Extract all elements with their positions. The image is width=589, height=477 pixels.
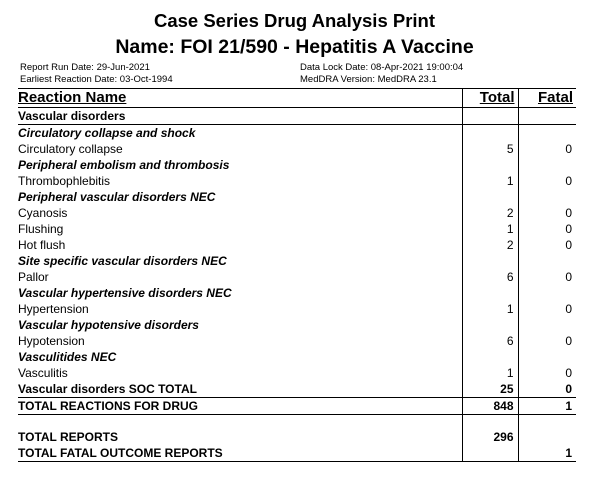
soc-total-value: 25 xyxy=(462,381,518,398)
drug-name-title: Name: FOI 21/590 - Hepatitis A Vaccine xyxy=(115,36,474,58)
reaction-fatal: 0 xyxy=(518,237,576,253)
reaction-fatal: 0 xyxy=(518,205,576,221)
reaction-total: 1 xyxy=(462,365,518,381)
hlt-group-row xyxy=(18,125,576,142)
hlt-group-row xyxy=(18,189,576,205)
hlt-name: Peripheral vascular disorders NEC xyxy=(18,190,216,204)
reaction-name: Vasculitis xyxy=(18,366,68,380)
reaction-total xyxy=(462,349,518,365)
reaction-total: 1 xyxy=(462,173,518,189)
hlt-name: Circulatory collapse and shock xyxy=(18,126,196,140)
total-reactions-label: TOTAL REACTIONS FOR DRUG xyxy=(18,398,462,415)
table-header-row xyxy=(18,89,576,108)
reaction-fatal xyxy=(518,349,576,365)
reaction-row xyxy=(18,141,576,157)
hlt-group-row xyxy=(18,157,576,173)
soc-fatal-value: 0 xyxy=(518,381,576,398)
meddra-version: MedDRA Version: MedDRA 23.1 xyxy=(300,74,437,85)
reaction-total xyxy=(462,157,518,173)
reaction-name: Thrombophlebitis xyxy=(18,174,111,188)
earliest-reaction-date: Earliest Reaction Date: 03-Oct-1994 xyxy=(20,74,173,85)
reaction-name: Hypotension xyxy=(18,334,85,348)
column-header-reaction-name: Reaction Name xyxy=(18,89,462,108)
hlt-name: Peripheral embolism and thrombosis xyxy=(18,158,230,172)
soc-total-row xyxy=(18,381,576,398)
reaction-row xyxy=(18,205,576,221)
reaction-row xyxy=(18,269,576,285)
reaction-total: 1 xyxy=(462,301,518,317)
hlt-name: Vasculitides NEC xyxy=(18,350,117,364)
reaction-fatal xyxy=(518,125,576,142)
total-reports-row xyxy=(18,429,576,445)
reaction-total xyxy=(462,253,518,269)
reaction-name: Pallor xyxy=(18,270,49,284)
reaction-total: 2 xyxy=(462,205,518,221)
soc-total-label: Vascular disorders SOC TOTAL xyxy=(18,381,462,398)
reaction-total: 1 xyxy=(462,221,518,237)
reaction-name: Flushing xyxy=(18,222,64,236)
reaction-row xyxy=(18,237,576,253)
reaction-name: Cyanosis xyxy=(18,206,68,220)
hlt-group-row xyxy=(18,349,576,365)
report-title: Case Series Drug Analysis Print xyxy=(153,10,436,31)
reaction-name: Circulatory collapse xyxy=(18,142,123,156)
table-body xyxy=(18,108,576,382)
column-header-fatal: Fatal xyxy=(518,89,576,108)
total-reactions-fatal: 1 xyxy=(518,398,576,415)
reaction-fatal: 0 xyxy=(518,301,576,317)
reaction-fatal xyxy=(518,285,576,301)
reaction-fatal: 0 xyxy=(518,173,576,189)
reaction-total: 2 xyxy=(462,237,518,253)
hlt-group-row xyxy=(18,317,576,333)
total-fatal-outcome-label: TOTAL FATAL OUTCOME REPORTS xyxy=(18,445,462,462)
total-reactions-row xyxy=(18,398,576,415)
soc-total-cell xyxy=(462,108,518,125)
total-reports-label: TOTAL REPORTS xyxy=(18,430,119,444)
reaction-fatal xyxy=(518,317,576,333)
reaction-total xyxy=(462,125,518,142)
column-header-total: Total xyxy=(462,89,518,108)
reaction-row xyxy=(18,221,576,237)
spacer-row xyxy=(18,415,576,430)
total-reactions-value: 848 xyxy=(462,398,518,415)
reaction-fatal: 0 xyxy=(518,333,576,349)
reaction-total: 6 xyxy=(462,333,518,349)
reaction-fatal: 0 xyxy=(518,141,576,157)
total-fatal-outcome-total xyxy=(462,445,518,462)
total-reports-fatal xyxy=(518,429,576,445)
soc-row xyxy=(18,108,576,125)
reaction-row xyxy=(18,333,576,349)
reaction-fatal xyxy=(518,157,576,173)
hlt-group-row xyxy=(18,285,576,301)
total-fatal-outcome-value: 1 xyxy=(518,445,576,462)
hlt-name: Vascular hypertensive disorders NEC xyxy=(18,286,232,300)
total-fatal-outcome-row xyxy=(18,445,576,462)
reaction-total: 6 xyxy=(462,269,518,285)
reaction-total xyxy=(462,285,518,301)
reaction-fatal: 0 xyxy=(518,221,576,237)
reaction-total: 5 xyxy=(462,141,518,157)
reaction-fatal xyxy=(518,253,576,269)
soc-name: Vascular disorders xyxy=(18,108,462,125)
reaction-row xyxy=(18,173,576,189)
reaction-fatal xyxy=(518,189,576,205)
hlt-group-row xyxy=(18,253,576,269)
reaction-total xyxy=(462,189,518,205)
total-reports-value: 296 xyxy=(462,429,518,445)
hlt-name: Site specific vascular disorders NEC xyxy=(18,254,227,268)
reaction-name: Hypertension xyxy=(18,302,89,316)
reaction-row xyxy=(18,301,576,317)
reaction-fatal: 0 xyxy=(518,365,576,381)
reaction-fatal: 0 xyxy=(518,269,576,285)
reaction-table xyxy=(18,88,576,462)
reaction-total xyxy=(462,317,518,333)
soc-fatal-cell xyxy=(518,108,576,125)
reaction-row xyxy=(18,365,576,381)
reaction-name: Hot flush xyxy=(18,238,66,252)
data-lock-date: Data Lock Date: 08-Apr-2021 19:00:04 xyxy=(300,62,464,73)
hlt-name: Vascular hypotensive disorders xyxy=(18,318,199,332)
report-run-date: Report Run Date: 29-Jun-2021 xyxy=(20,62,150,73)
